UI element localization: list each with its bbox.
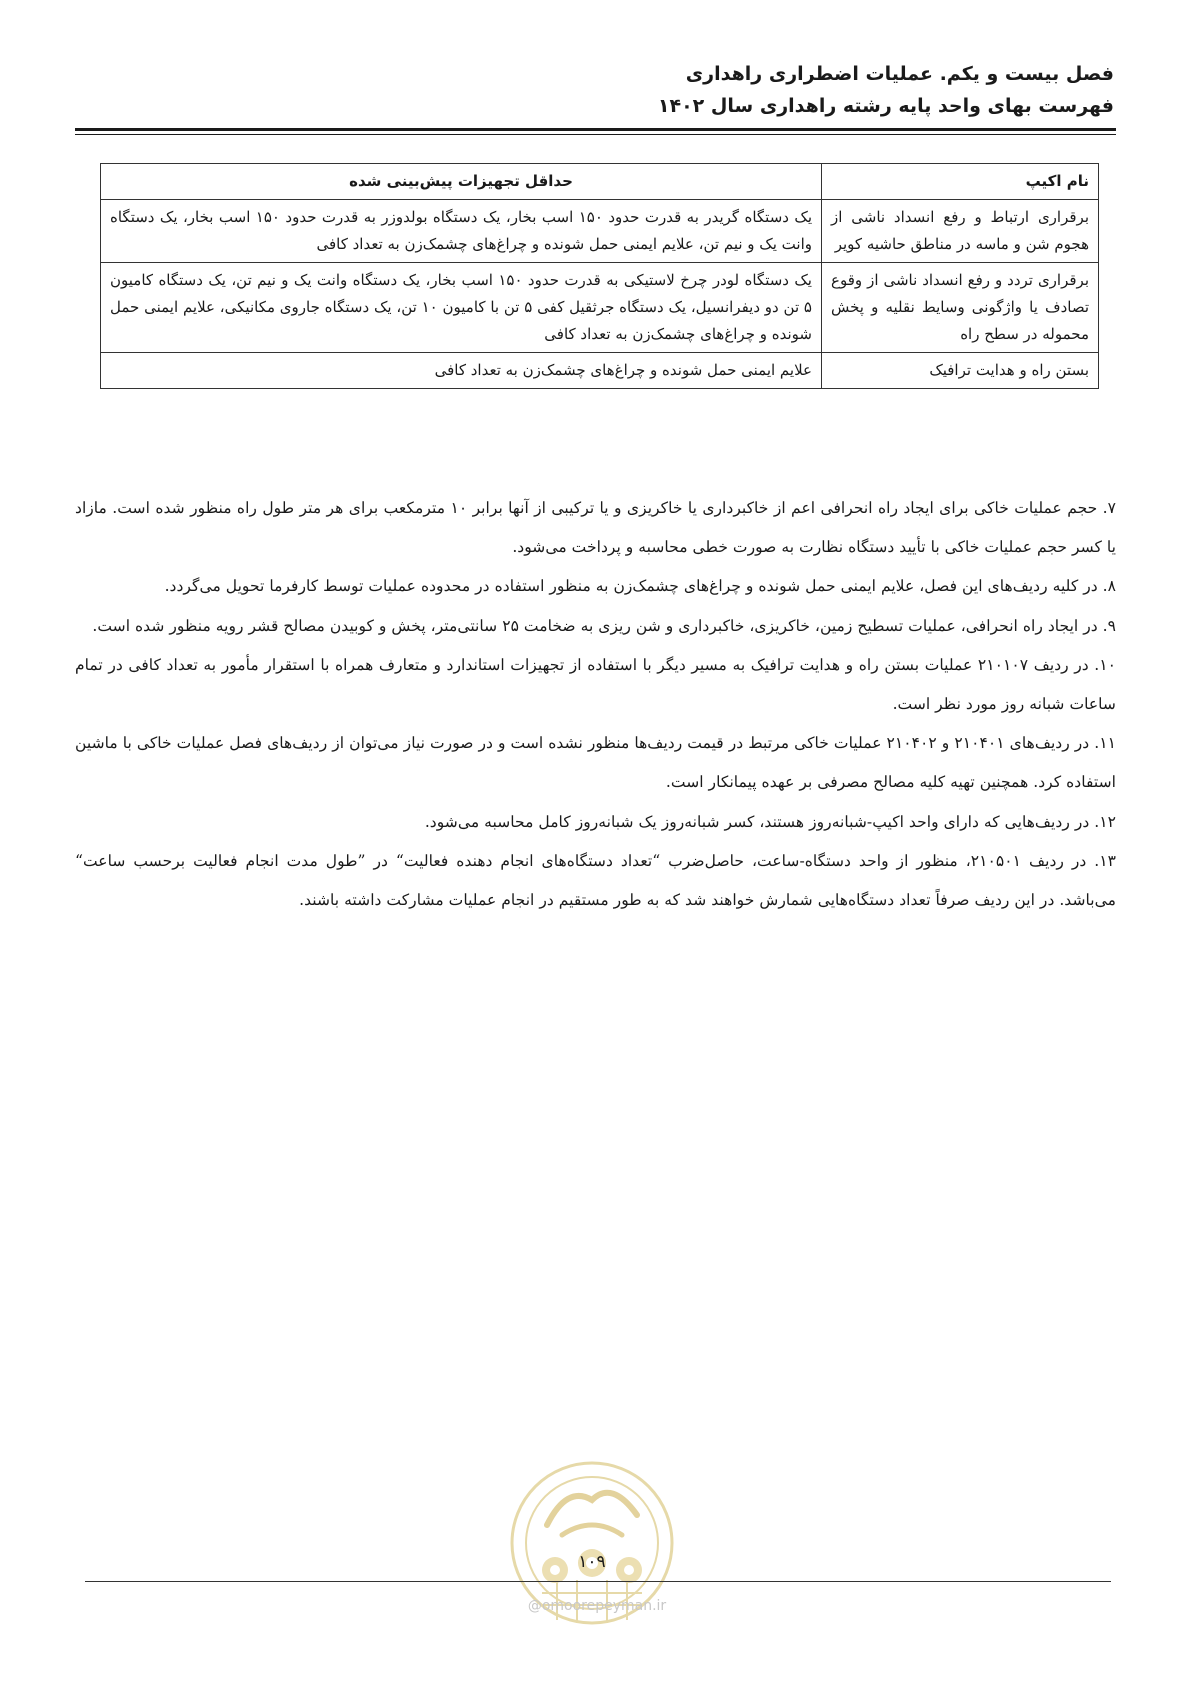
team-name-cell: برقراری تردد و رفع انسداد ناشی از وقوع تصادف یا واژگونی وسایط نقلیه و پخش محموله در سطح راه	[822, 263, 1099, 353]
note-item: ۷. حجم عملیات خاکی برای ایجاد راه انحرافی اعم از خاکبرداری یا خاکریزی و یا ترکیبی از آنها برابر ۱۰ مترمکعب برای هر متر طول راه منظور شده است. مازاد یا کسر حجم عملیات خاکی با تأیید دستگاه نظارت به صورت خطی محاسبه و پرداخت می‌شود.	[75, 499, 1116, 557]
catalog-title: فهرست بهای واحد پایه رشته راهداری سال ۱۴۰۲	[657, 95, 1114, 117]
table-header-row	[101, 164, 1099, 200]
equipment-cell: علایم ایمنی حمل شونده و چراغ‌های چشمک‌زن به تعداد کافی	[101, 353, 822, 389]
note-item: ۸. در کلیه ردیف‌های این فصل، علایم ایمنی حمل شونده و چراغ‌های چشمک‌زن به منظور استفاده در محدوده عملیات توسط کارفرما تحویل می‌گردد.	[164, 577, 1116, 596]
header-team-name: نام اکیپ	[822, 164, 1099, 200]
table-row	[101, 263, 1099, 353]
equipment-table	[100, 163, 1099, 389]
header-rule-thin	[75, 134, 1116, 135]
header-equipment: حداقل تجهیزات پیش‌بینی شده	[101, 164, 822, 200]
table-row	[101, 200, 1099, 263]
note-item: ۱۰. در ردیف ۲۱۰۱۰۷ عملیات بستن راه و هدایت ترافیک به مسیر دیگر با استفاده از تجهیزات استاندارد و متعارف همراه با استقرار مأمور به تعداد کافی در تمام ساعات شبانه روز مورد نظر است.	[75, 655, 1116, 714]
page-number: ۱۰۹	[578, 1552, 606, 1572]
note-item: ۹. در ایجاد راه انحرافی، عملیات تسطیح زمین، خاکریزی، خاکبرداری و شن ریزی به ضخامت ۲۵ سانتی‌متر، پخش و کوبیدن مصالح قشر رویه منظور شده است.	[92, 616, 1116, 635]
note-item: ۱۱. در ردیف‌های ۲۱۰۴۰۱ و ۲۱۰۴۰۲ عملیات خاکی مرتبط در قیمت ردیف‌ها منظور نشده است و در صورت نیاز می‌توان از ردیف‌های فصل عملیات خاکی با ماشین استفاده کرد. همچنین تهیه کلیه مصالح مصرفی بر عهده پیمانکار است.	[75, 734, 1116, 792]
equipment-cell: یک دستگاه لودر چرخ لاستیکی به قدرت حدود ۱۵۰ اسب بخار، یک دستگاه وانت یک و نیم تن، یک دستگاه کامیون ۵ تن دو دیفرانسیل، یک دستگاه جرثقیل کفی ۵ تن با کامیون ۱۰ تن، یک دستگاه جاروی مکانیکی، علایم ایمنی حمل شونده و چراغ‌های چشمک‌زن به تعداد کافی	[101, 263, 822, 353]
table-row	[101, 353, 1099, 389]
header-rule-thick	[75, 128, 1116, 131]
footer-website: @omoorepeyman.ir	[527, 1598, 667, 1614]
page-header	[74, 58, 1114, 122]
team-name-cell: بستن راه و هدایت ترافیک	[822, 353, 1099, 389]
note-item: ۱۳. در ردیف ۲۱۰۵۰۱، منظور از واحد دستگاه-ساعت، حاصل‌ضرب “تعداد دستگاه‌های انجام دهنده فعالیت“ در ”طول مدت انجام فعالیت برحسب ساعت“ می‌باشد. در این ردیف صرفاً تعداد دستگاه‌هایی شمارش خواهند شد که به طور مستقیم در انجام عملیات مشارکت داشته باشند.	[75, 851, 1116, 910]
note-item: ۱۲. در ردیف‌هایی که دارای واحد اکیپ-شبانه‌روز هستند، کسر شبانه‌روز یک شبانه‌روز کامل محاسبه می‌شود.	[424, 812, 1116, 831]
notes-section	[75, 489, 1116, 920]
team-name-cell: برقراری ارتباط و رفع انسداد ناشی از هجوم شن و ماسه در مناطق حاشیه کویر	[822, 200, 1099, 263]
equipment-cell: یک دستگاه گریدر به قدرت حدود ۱۵۰ اسب بخار، یک دستگاه بولدوزر به قدرت حدود ۱۵۰ اسب بخار، یک دستگاه وانت یک و نیم تن، علایم ایمنی حمل شونده و چراغ‌های چشمک‌زن به تعداد کافی	[101, 200, 822, 263]
chapter-title: فصل بیست و یکم. عملیات اضطراری راهداری	[685, 63, 1114, 85]
footer-rule	[85, 1581, 1111, 1582]
